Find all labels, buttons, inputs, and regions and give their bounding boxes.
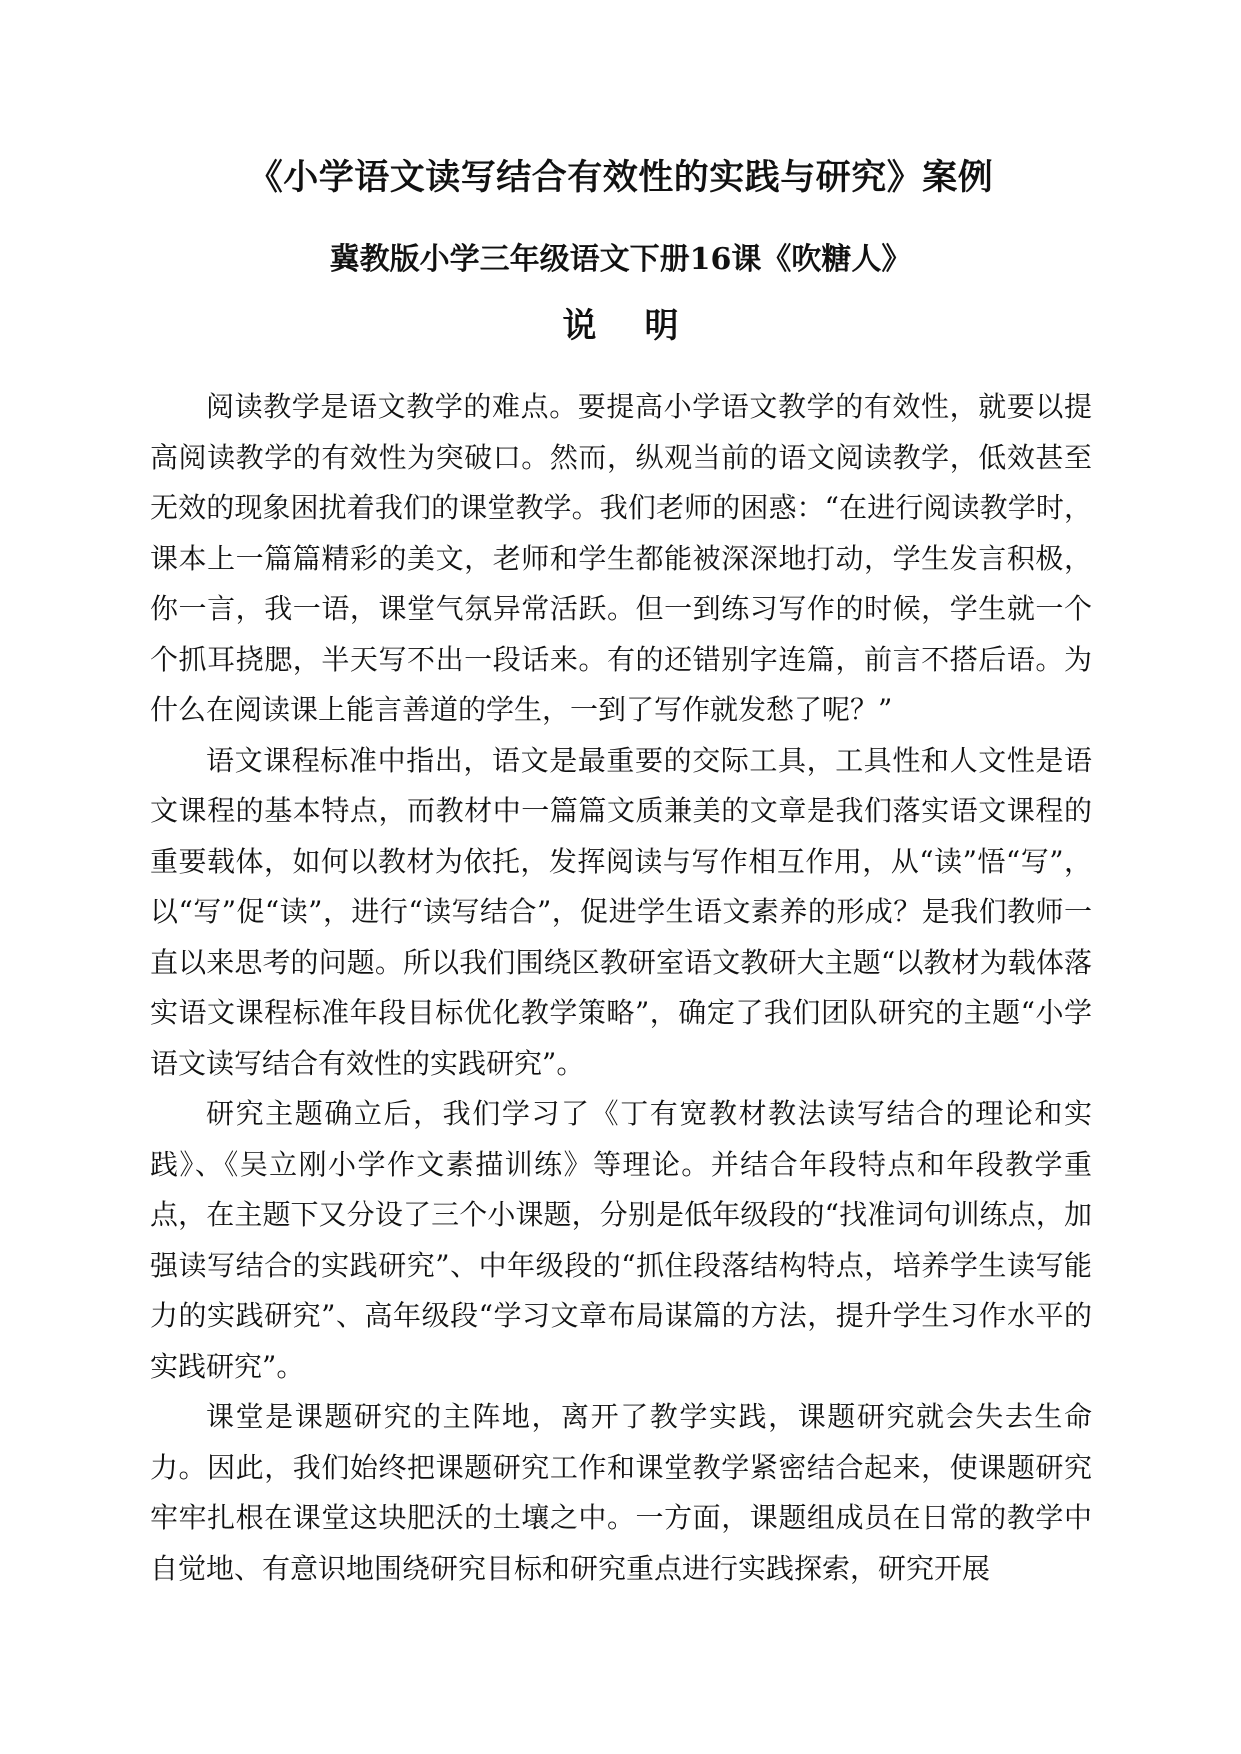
- paragraph-4: 课堂是课题研究的主阵地，离开了教学实践，课题研究就会失去生命力。因此，我们始终把课题研究工作和课堂教学紧密结合起来，使课题研究牢牢扎根在课堂这块肥沃的土壤之中。一方面，课题组成员在日常的教学中自觉地、有意识地围绕研究目标和研究重点进行实践探索，研究开展: [150, 1400, 1092, 1585]
- document-subtitle: 冀教版小学三年级语文下册16课《吹糖人》: [329, 242, 912, 277]
- paragraph-2: 语文课程标准中指出，语文是最重要的交际工具，工具性和人文性是语文课程的基本特点，而教材中一篇篇文质兼美的文章是我们落实语文课程的重要载体，如何以教材为依托，发挥阅读与写作相互作用，从“读”悟“写”，以“写”促“读”，进行“读写结合”，促进学生语文素养的形成？是我们教师一直以来思考的问题。所以我们围绕区教研室语文教研大主题“以教材为载体落实语文课程标准年段目标优化教学策略”，确定了我们团队研究的主题“小学语文读写结合有效性的实践研究”。: [150, 743, 1092, 1080]
- document-body: [150, 382, 1092, 1594]
- paragraph-3: 研究主题确立后，我们学习了《丁有宽教材教法读写结合的理论和实践》、《吴立刚小学作文素描训练》等理论。并结合年段特点和年段教学重点，在主题下又分设了三个小课题，分别是低年级段的“找准词句训练点，加强读写结合的实践研究”、中年级段的“抓住段落结构特点，培养学生读写能力的实践研究”、高年级段“学习文章布局谋篇的方法，提升学生习作水平的实践研究”。: [150, 1097, 1092, 1383]
- document-title: 《小学语文读写结合有效性的实践与研究》案例: [247, 157, 994, 198]
- paragraph-1: 阅读教学是语文教学的难点。要提高小学语文教学的有效性，就要以提高阅读教学的有效性为突破口。然而，纵观当前的语文阅读教学，低效甚至无效的现象困扰着我们的课堂教学。我们老师的困惑：“在进行阅读教学时，课本上一篇篇精彩的美文，老师和学生都能被深深地打动，学生发言积极，你一言，我一语，课堂气氛异常活跃。但一到练习写作的时候，学生就一个个抓耳挠腮，半天写不出一段话来。有的还错别字连篇，前言不搭后语。为什么在阅读课上能言善道的学生，一到了写作就发愁了呢？”: [150, 390, 1092, 726]
- section-heading: 说明: [562, 306, 727, 346]
